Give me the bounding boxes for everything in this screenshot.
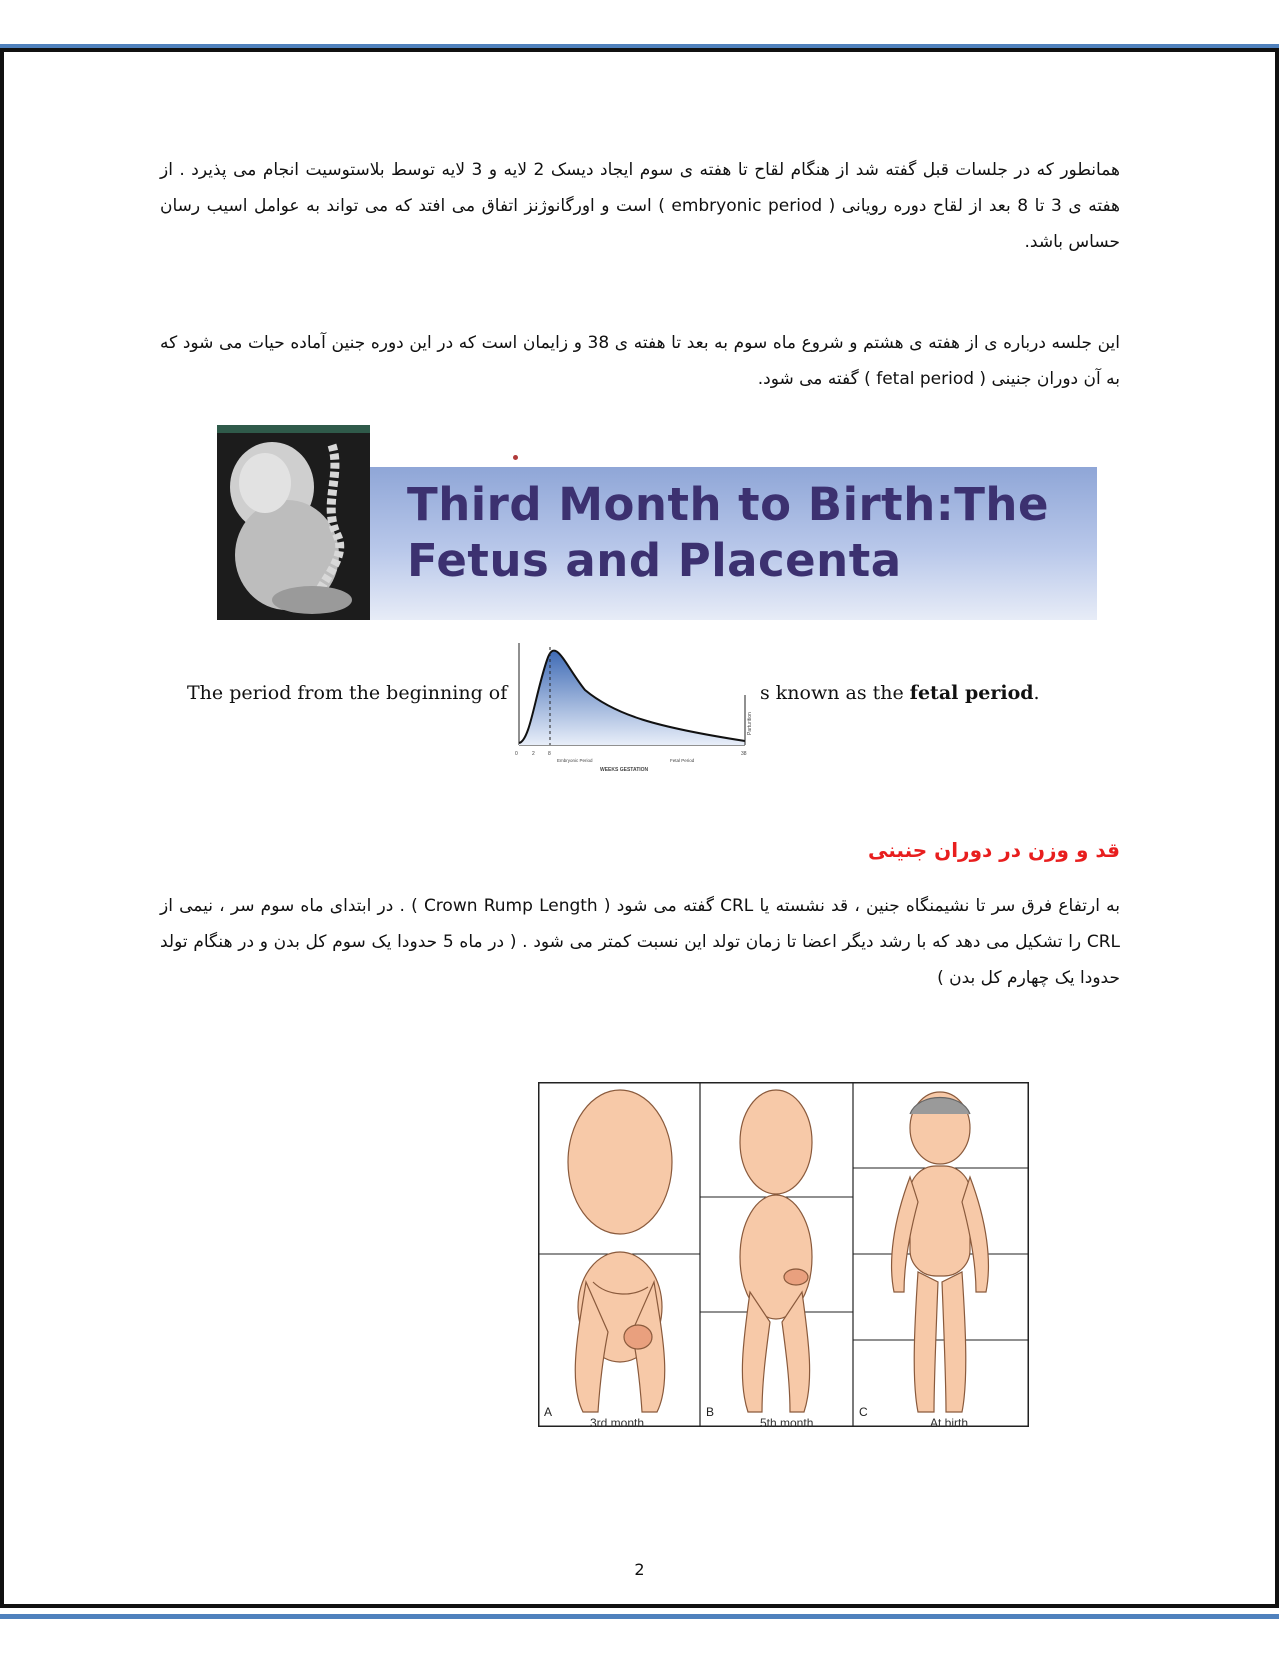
page-number: 2 (634, 1560, 645, 1579)
caption-5th-month: 5th month (760, 1416, 814, 1430)
graph-tick-2: 2 (532, 751, 535, 757)
panel-letter-c: C (859, 1405, 868, 1419)
panel-letter-b: B (706, 1405, 715, 1419)
fetal-sentence-left: The period from the beginning of (187, 682, 508, 704)
bottom-border-accent (0, 1614, 1279, 1619)
graph-fetal-label: Fetal Period (670, 758, 695, 763)
graph-embryonic-label: Embryonic Period (557, 758, 593, 763)
graph-end-label: Parturition (747, 712, 753, 735)
banner-title-line1: Third Month to Birth:The (407, 478, 1049, 531)
paragraph-fetal-period: این جلسه درباره ی از هفته ی هشتم و شروع ماه سوم به بعد تا هفته ی 38 و زایمان است که در این دوره جنین آماده حیات می شود که به آن دوران جنینی ( fetal period ) گفته می شود. (160, 333, 1120, 389)
paragraph-crl: به ارتفاع فرق سر تا نشیمنگاه جنین ، قد نشسته یا CRL گفته می شود ( Crown Rump Length ) . در ابتدای ماه سوم سر ، نیمی از CRL را تشکیل می دهد که با رشد دیگر اعضا تا زمان تولد این نسبت کمتر می شود . ( در ماه 5 حدودا یک سوم کل بدن و در هنگام تولد حدودا یک چهارم کل بدن ) (160, 896, 1121, 988)
section-heading: قد و وزن در دوران جنینی (868, 838, 1120, 862)
paragraph-intro: همانطور که در جلسات قبل گفته شد از هنگام لقاح تا هفته ی سوم ایجاد دیسک 2 لایه و 3 لایه توسط بلاستوسیت انجام می پذیرد . از هفته ی 3 تا 8 بعد از لقاح دوره رویانی ( embryonic period ) است و اورگانوژنز اتفاق می افتد که می تواند به عوامل اسیب رسان حساس باشد. (160, 160, 1121, 252)
graph-tick-0: 0 (515, 751, 518, 757)
graph-area (519, 651, 745, 745)
banner-title (407, 477, 1087, 589)
fetal-sentence-bold: fetal period (909, 682, 1034, 704)
fetal-sentence-plain: s known as the (760, 682, 910, 704)
fetal-sentence-end: . (1033, 682, 1040, 704)
caption-3rd-month: 3rd month (590, 1416, 645, 1430)
banner-dot (513, 455, 518, 460)
graph-tick-8: 8 (548, 751, 551, 757)
panel-letter-a: A (544, 1405, 553, 1419)
banner-title-line2: Fetus and Placenta (407, 534, 902, 587)
caption-at-birth: At birth (930, 1416, 969, 1430)
fetus-photo (217, 425, 370, 620)
growth-graph (505, 635, 757, 775)
fetal-sentence-right (760, 682, 1040, 704)
graph-tick-38: 38 (741, 751, 747, 757)
graph-x-label: WEEKS GESTATION (600, 767, 649, 773)
fetus-proportion-figure (538, 1082, 1029, 1427)
chapter-banner (217, 425, 1097, 620)
